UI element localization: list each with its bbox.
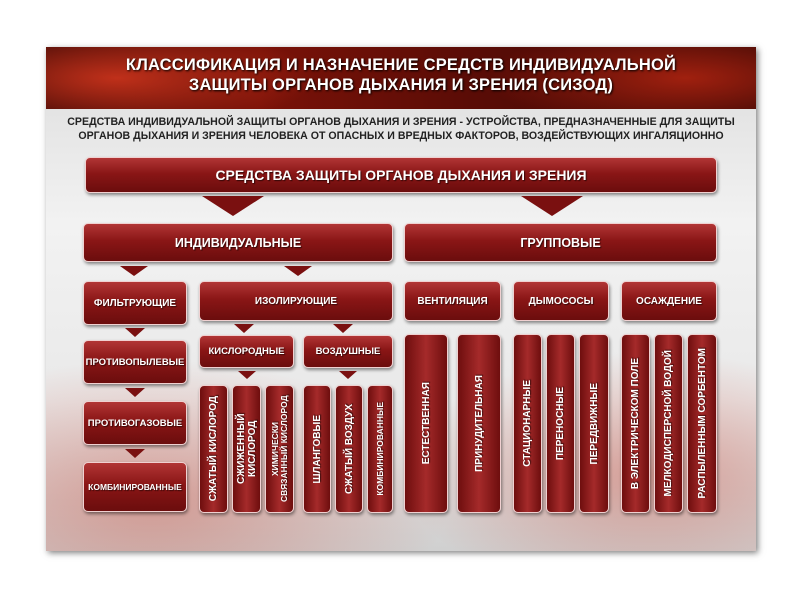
arrow-filtering-1 [125, 328, 145, 337]
title-line-2: ЗАЩИТЫ ОРГАНОВ ДЫХАНИЯ И ЗРЕНИЯ (СИЗОД) [188, 76, 614, 94]
ventilation-forced-label: ПРИНУДИТЕЛЬНАЯ [473, 375, 485, 472]
root-label: СРЕДСТВА ЗАЩИТЫ ОРГАНОВ ДЫХАНИЯ И ЗРЕНИЯ [215, 167, 587, 183]
smoke-portable-label: ПЕРЕНОСНЫЕ [555, 386, 566, 461]
oxygen-box [199, 335, 294, 368]
air-box [303, 335, 393, 368]
arrow-isolating-oxygen [234, 324, 254, 333]
precip-water-label: МЕЛКОДИСПЕРСНОЙ ВОДОЙ [663, 350, 674, 497]
title-banner [46, 47, 756, 109]
air-compressed-box [335, 385, 363, 513]
ventilation-natural-label: ЕСТЕСТВЕННАЯ [420, 382, 432, 465]
smoke-exhaust-label: ДЫМОСОСЫ [528, 295, 594, 307]
precipitation-box [621, 281, 717, 321]
smoke-stationary-box [513, 334, 542, 513]
individual-box [83, 223, 393, 262]
arrow-root-group [521, 196, 583, 216]
smoke-exhaust-box [513, 281, 609, 321]
air-hose-box [303, 385, 331, 513]
air-compressed-label: СЖАТЫЙ ВОЗДУХ [343, 404, 355, 494]
group-label: ГРУППОВЫЕ [520, 235, 601, 250]
root-box [85, 157, 717, 193]
precip-sorbent-label: РАСПЫЛЕННЫМ СОРБЕНТОМ [696, 348, 708, 499]
precipitation-label: ОСАЖДЕНИЕ [636, 295, 702, 307]
oxygen-liquefied-box [232, 385, 261, 513]
page-title [46, 55, 756, 95]
filtering-box [83, 281, 187, 325]
smoke-mobile-label: ПЕРЕДВИЖНЫЕ [588, 382, 600, 465]
arrow-root-individual [202, 196, 264, 216]
poster [46, 47, 756, 551]
precip-electric-label: В ЭЛЕКТРИЧЕСКОМ ПОЛЕ [630, 357, 641, 490]
filtering-label: ФИЛЬТРУЮЩИЕ [93, 297, 177, 309]
filter-type-dust-label: ПРОТИВОПЫЛЕВЫЕ [85, 356, 185, 368]
oxygen-label: КИСЛОРОДНЫЕ [208, 346, 285, 357]
arrow-oxygen-down [238, 371, 256, 379]
smoke-portable-box [546, 334, 575, 513]
oxygen-chemical-box [265, 385, 294, 513]
smoke-stationary-label: СТАЦИОНАРНЫЕ [522, 380, 533, 467]
definition-line-1: СРЕДСТВА ИНДИВИДУАЛЬНОЙ ЗАЩИТЫ ОРГАНОВ ДЫХАНИЯ И ЗРЕНИЯ - УСТРОЙСТВА, ПРЕДНАЗНАЧЕННЫЕ ДЛЯ ЗАЩИТЫ [67, 116, 735, 128]
precip-sorbent-box [687, 334, 717, 513]
filter-type-gas-box [83, 401, 187, 445]
oxygen-compressed-label: СЖАТЫЙ КИСЛОРОД [208, 396, 219, 502]
ventilation-natural-box [404, 334, 448, 513]
arrow-filtering-2 [125, 388, 145, 397]
ventilation-forced-box [457, 334, 501, 513]
ventilation-label: ВЕНТИЛЯЦИЯ [417, 295, 488, 307]
arrow-individual-isolating [284, 266, 312, 276]
group-box [404, 223, 717, 262]
air-combined-label: КОМБИНИРОВАННЫЕ [374, 402, 385, 496]
filter-type-gas-label: ПРОТИВОГАЗОВЫЕ [87, 417, 183, 429]
isolating-label: ИЗОЛИРУЮЩИЕ [254, 295, 338, 307]
precip-electric-box [621, 334, 650, 513]
oxygen-compressed-box [199, 385, 228, 513]
arrow-air-down [339, 371, 357, 379]
air-hose-label: ШЛАНГОВЫЕ [311, 414, 323, 484]
filter-type-combined-box [83, 462, 187, 512]
isolating-box [199, 281, 393, 321]
precip-water-box [654, 334, 683, 513]
title-line-1: КЛАССИФИКАЦИЯ И НАЗНАЧЕНИЕ СРЕДСТВ ИНДИВИДУАЛЬНОЙ [125, 56, 677, 74]
arrow-individual-filtering [120, 266, 148, 276]
air-label: ВОЗДУШНЫЕ [315, 346, 381, 357]
arrow-isolating-air [333, 324, 353, 333]
filter-type-combined-label: КОМБИНИРОВАННЫЕ [88, 482, 182, 492]
individual-label: ИНДИВИДУАЛЬНЫЕ [174, 235, 302, 250]
ventilation-box [404, 281, 501, 321]
oxygen-liquefied-label: СЖИЖЕННЫЙ КИСЛОРОД [235, 413, 258, 485]
air-combined-box [367, 385, 393, 513]
oxygen-chemical-label: ХИМИЧЕСКИ СВЯЗАННЫЙ КИСЛОРОД [269, 395, 289, 503]
filter-type-dust-box [83, 340, 187, 384]
arrow-filtering-3 [125, 449, 145, 458]
smoke-mobile-box [579, 334, 609, 513]
definition-text [46, 115, 756, 143]
definition-line-2: ОРГАНОВ ДЫХАНИЯ И ЗРЕНИЯ ЧЕЛОВЕКА ОТ ОПАСНЫХ И ВРЕДНЫХ ФАКТОРОВ, ВОЗДЕЙСТВУЮЩИХ ИНГАЛЯЦИОННО [78, 130, 724, 142]
